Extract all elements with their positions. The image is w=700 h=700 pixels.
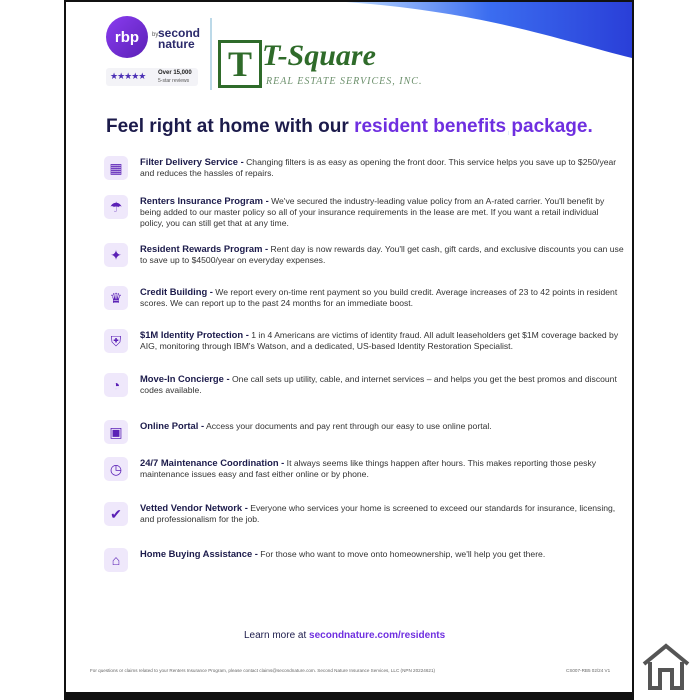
tsquare-subtitle: REAL ESTATE SERVICES, INC. <box>266 76 423 87</box>
benefit-description: Rent day is now rewards day. You'll get cash, gift cards, and exclusive discounts you can use to save up to $4500/year on everyday expenses. <box>140 244 624 265</box>
concierge-icon: ◔ <box>104 373 128 397</box>
page-title <box>106 116 593 138</box>
umbrella-icon: ☂ <box>104 195 128 219</box>
benefit-description: Changing filters is as easy as opening the front door. This service helps you save up to $250/year and reduces the hassles of repairs. <box>140 157 617 178</box>
benefit-title: Vetted Vendor Network - <box>140 502 248 513</box>
benefit-description: We report every on-time rent payment so you build credit. Average increases of 23 to 42 points in resident scores. We can report up to the past 24 months for an immediate boost. <box>140 287 618 308</box>
benefit-description: One call sets up utility, cable, and internet services – and helps you get the best promos and discount codes available. <box>140 374 617 395</box>
benefit-text <box>140 420 624 432</box>
benefit-text <box>140 373 624 396</box>
rating-count: Over 15,000 <box>158 70 192 76</box>
benefit-text <box>140 286 624 309</box>
home-icon <box>640 640 692 692</box>
frame-bottom <box>64 692 634 700</box>
footer-code: CS007-RB5 02/24 V1 <box>566 668 611 673</box>
tsquare-name: T-Square <box>262 39 376 72</box>
benefit-text <box>140 548 624 560</box>
benefit-title: Home Buying Assistance - <box>140 548 258 559</box>
tsquare-mark: T <box>218 40 262 88</box>
portal-icon: ▣ <box>104 420 128 444</box>
title-highlight: resident benefits package. <box>354 116 593 137</box>
benefit-text <box>140 243 624 266</box>
benefit-text <box>140 502 624 525</box>
benefit-title: Credit Building - <box>140 286 213 297</box>
benefit-title: Filter Delivery Service - <box>140 156 244 167</box>
benefit-title: Move-In Concierge - <box>140 373 230 384</box>
benefit-title: Resident Rewards Program - <box>140 243 269 254</box>
logo-divider <box>210 18 212 90</box>
gift-icon: ✦ <box>104 243 128 267</box>
rbp-logo <box>106 16 206 96</box>
identity-shield-icon: ⛨ <box>104 329 128 353</box>
crown-icon: ♛ <box>104 286 128 310</box>
clock-icon: ◷ <box>104 457 128 481</box>
rating-label: 5-star reviews <box>158 78 190 84</box>
rbp-badge: rbp <box>106 16 148 58</box>
learn-more <box>244 630 445 641</box>
benefit-title: Renters Insurance Program - <box>140 195 269 206</box>
thumbs-up-icon: ✔ <box>104 502 128 526</box>
benefit-description: We've secured the industry-leading value policy from an A-rated carrier. You'll benefit by being added to our master policy so all of your insurance requirements in the lease are met. If you want a retail individual policy, you can still get that at any time. <box>140 196 605 228</box>
benefit-description: Access your documents and pay rent through our easy to use online portal. <box>204 421 492 431</box>
benefit-description: For those who want to move onto homeownership, we'll help you get there. <box>257 549 546 559</box>
benefit-text <box>140 195 624 229</box>
benefit-title: Online Portal - <box>140 420 205 431</box>
tsquare-logo <box>218 40 438 94</box>
benefit-text <box>140 156 624 179</box>
benefit-text <box>140 329 624 352</box>
benefit-description: 1 in 4 Americans are victims of identity fraud. All adult leaseholders get $1M coverage backed by AIG, monitoring through IBM's Watson, and a dedicated, US-based Identity Restoration Specialist. <box>140 330 619 351</box>
second-nature-logo: second nature <box>158 26 201 51</box>
benefit-description: It always seems like things happen after hours. This makes reporting those pesky maintenance issues easy and fast either online or by phone. <box>140 458 597 479</box>
learn-more-prefix: Learn more at <box>244 630 310 641</box>
benefit-title: $1M Identity Protection - <box>140 329 249 340</box>
rating-badge <box>106 68 198 86</box>
document-page <box>66 2 632 692</box>
house-icon: ⌂ <box>104 548 128 572</box>
benefit-description: Everyone who services your home is screened to exceed our standards for insurance, licensing, and professionalism for the job. <box>140 503 616 524</box>
frame-right <box>632 0 634 700</box>
filter-icon: ▦ <box>104 156 128 180</box>
footer-disclaimer: For questions or claims related to your Renters Insurance Program, please contact claims@secondnature.com. Second Nature Insurance Services, LLC (NPN 20224621) <box>90 668 436 673</box>
benefit-text <box>140 457 624 480</box>
benefit-title: 24/7 Maintenance Coordination - <box>140 457 285 468</box>
rbp-by: by <box>152 32 159 38</box>
learn-more-link[interactable]: secondnature.com/residents <box>309 630 446 641</box>
title-prefix: Feel right at home with our <box>106 116 355 137</box>
stars-icon: ★★★★★ <box>110 71 146 81</box>
